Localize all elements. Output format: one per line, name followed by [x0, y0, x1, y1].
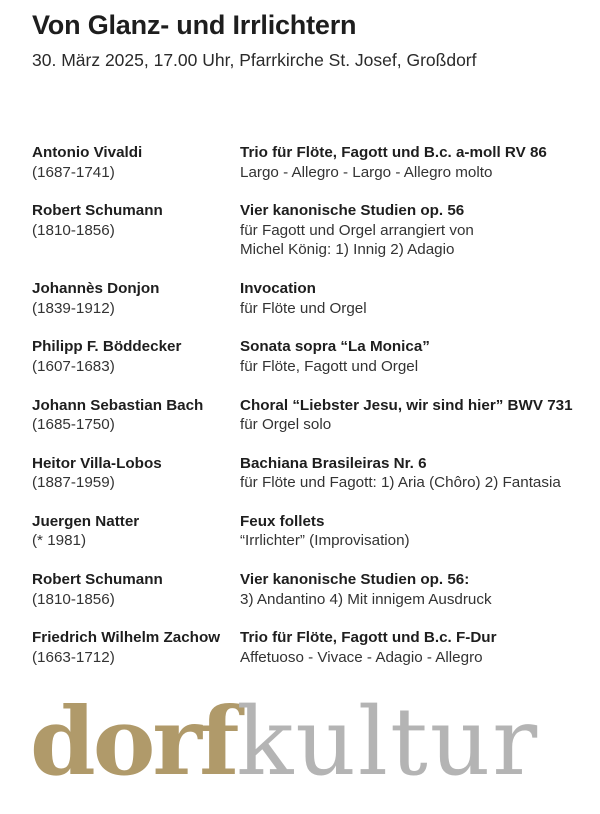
work-detail: 3) Andantino 4) Mit innigem Ausdruck [240, 590, 492, 608]
composer [32, 143, 237, 182]
work-title: Vier kanonische Studien op. 56: [240, 571, 470, 589]
composer-dates: (1687-1741) [32, 163, 115, 181]
work-detail: für Orgel solo [240, 416, 332, 434]
program-item [32, 570, 592, 628]
program-item [32, 396, 592, 454]
page-title: Von Glanz- und Irrlichtern [32, 10, 357, 40]
composer-dates: (1685-1750) [32, 416, 115, 434]
program-item [32, 512, 592, 570]
composer [32, 201, 237, 240]
work [240, 201, 600, 260]
composer [32, 454, 237, 493]
composer-dates: (1839-1912) [32, 299, 115, 317]
composer [32, 570, 237, 609]
work [240, 337, 600, 376]
composer [32, 396, 237, 435]
program-item [32, 628, 592, 686]
composer-dates: (1810-1856) [32, 221, 115, 239]
composer-dates: (* 1981) [32, 532, 87, 550]
composer [32, 337, 237, 376]
work-detail: für Fagott und Orgel arrangiert von [240, 221, 474, 239]
work [240, 454, 600, 493]
work-title: Bachiana Brasileiras Nr. 6 [240, 454, 427, 472]
work-title: Trio für Flöte, Fagott und B.c. a-moll RV 86 [240, 144, 547, 161]
work-detail: für Flöte und Fagott: 1) Aria (Chôro) 2) Fantasia [240, 474, 561, 492]
composer [32, 628, 237, 667]
program-list [32, 143, 592, 687]
work-detail: Michel König: 1) Innig 2) Adagio [240, 241, 455, 259]
logo-dorf: dorf [30, 687, 237, 797]
work [240, 512, 600, 551]
program-item [32, 454, 592, 512]
work-title: Feux follets [240, 512, 325, 530]
composer-name: Antonio Vivaldi [32, 144, 143, 161]
program-item [32, 337, 592, 395]
event-info: 30. März 2025, 17.00 Uhr, Pfarrkirche St. Josef, Großdorf [32, 50, 477, 70]
program-item [32, 143, 592, 201]
work-title: Vier kanonische Studien op. 56 [240, 202, 465, 220]
work-detail: für Flöte, Fagott und Orgel [240, 357, 419, 375]
composer-name: Robert Schumann [32, 571, 163, 589]
work [240, 279, 600, 318]
work [240, 396, 600, 435]
composer-name: Juergen Natter [32, 512, 140, 530]
composer-dates: (1887-1959) [32, 474, 115, 492]
dorfkultur-logo [30, 687, 540, 797]
composer-name: Philipp F. Böddecker [32, 338, 182, 356]
composer-name: Johann Sebastian Bach [32, 396, 204, 414]
program-item [32, 201, 592, 279]
work-detail: für Flöte und Orgel [240, 299, 367, 317]
composer-dates: (1607-1683) [32, 357, 115, 375]
composer-dates: (1663-1712) [32, 648, 115, 666]
work-title: Choral “Liebster Jesu, wir sind hier” BWV 731 [240, 396, 573, 414]
composer [32, 279, 237, 318]
composer-name: Friedrich Wilhelm Zachow [32, 629, 221, 647]
composer-name: Johannès Donjon [32, 280, 160, 298]
program-item [32, 279, 592, 337]
composer-dates: (1810-1856) [32, 590, 115, 608]
work [240, 570, 600, 609]
logo-kultur: kultur [236, 688, 540, 797]
composer-name: Robert Schumann [32, 202, 163, 220]
work-title: Sonata sopra “La Monica” [240, 338, 430, 356]
work-detail: Largo - Allegro - Largo - Allegro molto [240, 163, 493, 181]
work-title: Trio für Flöte, Fagott und B.c. F-Dur [240, 629, 497, 647]
work [240, 628, 600, 667]
work [240, 143, 600, 182]
work-title: Invocation [240, 280, 316, 298]
composer-name: Heitor Villa-Lobos [32, 454, 162, 472]
work-detail: “Irrlichter” (Improvisation) [240, 532, 410, 550]
composer [32, 512, 237, 551]
work-detail: Affetuoso - Vivace - Adagio - Allegro [240, 648, 483, 666]
